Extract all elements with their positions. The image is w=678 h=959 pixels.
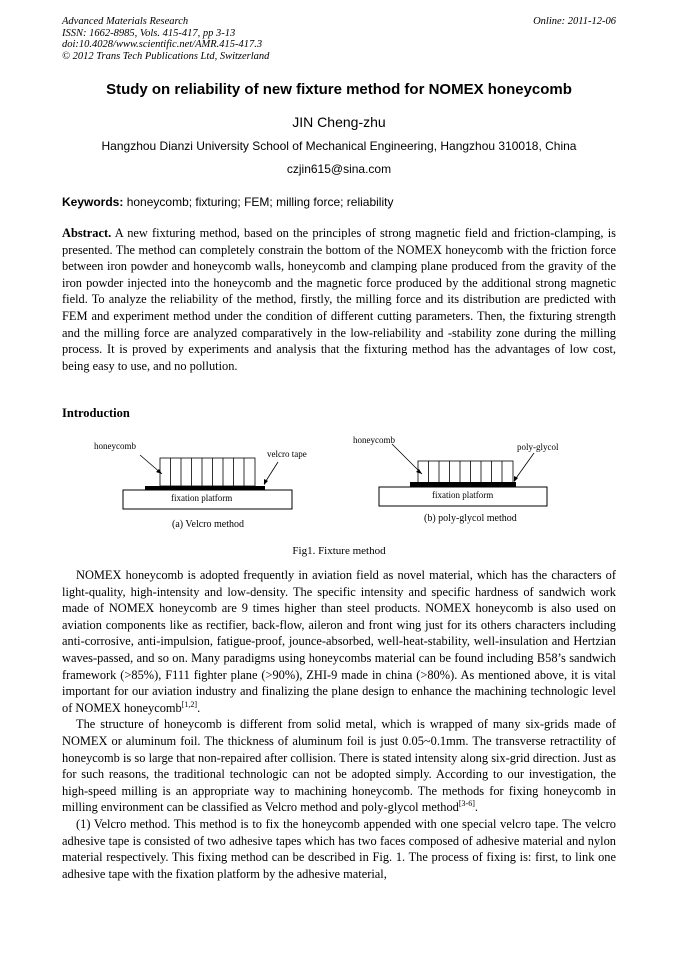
paragraph-1-text: NOMEX honeycomb is adopted frequently in aviation field as novel material, which has the characters of light-quality, high-intensity and low-density. The specific intensity and specific hardness of sandwich work made of NOMEX honeycomb are 9 times higher than steel products. NOMEX honeycomb is also used on aviation components like as rectifier, back-flow, aileron and front wing just for its others characters including anti-corrosive, anti-impulsion, fatigue-proof, jounce-absorbed, well-heat-stability, well-insulation and Hertzian waves-passed, and so on. Many paradigms using honeycombs material can be found including B58’s sandwich framework (>85%), F111 fighter plane (>90%), ZHI-9 made in china (>80%). As mentioned above, it is vital important for our aviation industry and finalizing the plane design to enhance the machining technologic level of NOMEX honeycomb: [62, 568, 616, 715]
fig-a-velcro-tape-label: velcro tape: [267, 449, 307, 459]
abstract-label: Abstract.: [62, 226, 112, 240]
journal-meta: [62, 16, 269, 62]
glycol-honeycomb-arrowhead: [416, 469, 422, 474]
keywords: [62, 195, 616, 209]
paragraph-2: [62, 716, 616, 816]
fig-b-polyglycol-label: poly-glycol: [517, 442, 559, 452]
keywords-label: Keywords:: [62, 195, 124, 209]
fig-b-subcaption: (b) poly-glycol method: [424, 513, 517, 524]
fig-b-honeycomb-label: honeycomb: [353, 435, 395, 445]
paragraph-3: (1) Velcro method. This method is to fix the honeycomb appended with one special velcro tape. The velcro adhesive tape is consisted of two adhesive tapes which has two faces composed of adhesive material and nylon material respectively. This fixing method can be described in Fig. 1. The process of fixing is: first, to link one adhesive tape with the fixation platform by the adhesive material,: [62, 816, 616, 881]
paragraph-2-end: .: [474, 800, 478, 815]
online-date: Online: 2011-12-06: [533, 16, 616, 27]
doi-line[interactable]: doi:10.4028/www.scientific.net/AMR.415-417.3: [62, 39, 263, 50]
section-heading-introduction: Introduction: [62, 406, 130, 420]
velcro-tape-rect: [145, 486, 265, 490]
paragraph-2-text: The structure of honeycomb is different from solid metal, which is wrapped of many six-grids made of NOMEX or aluminum foil. The thickness of aluminum foil is just 0.05~0.1mm. The transverse retractility of honeycomb is so large that non-repaired after collision. There is stated intensity along six-grid direction. Just as for such reasons, the traditional technologic can not be adopted simply. According to our investigation, the high-speed milling is an appropriate way to machining honeycomb. The methods for fixing honeycomb in milling environment can be classified as Velcro method and poly-glycol method: [62, 717, 616, 815]
fig-a-subcaption: (a) Velcro method: [172, 519, 245, 530]
copyright-line: © 2012 Trans Tech Publications Ltd, Switzerland: [62, 50, 270, 62]
figure-caption: Fig1. Fixture method: [292, 545, 386, 557]
paragraph-1: [62, 567, 616, 716]
glycol-honeycomb-leader: [392, 444, 422, 474]
velcro-honeycomb-cells: [160, 458, 255, 486]
glycol-layer-rect: [410, 482, 516, 487]
journal-name: Advanced Materials Research: [62, 16, 189, 27]
abstract: [62, 225, 616, 374]
paragraph-1-end: .: [197, 700, 201, 715]
abstract-text: A new fixturing method, based on the principles of strong magnetic field and friction-clamping, is presented. The method can completely constrain the bottom of the NOMEX honeycomb with the friction force between iron powder and honeycomb walls, honeycomb and clamping plane produced from the gravity of the iron powder injected into the honeycomb and the magnetic force produced by the additional strong magnetic field. To analyze the reliability of the method, firstly, the milling force and its distribution are predicted with FEM and experiment method under the condition of different cutting parameters. Then, the fixturing strength and the milling force are analyzed comparatively in the low-reliability and -stability zone during the milling process. It is proved by experiments and analysis that the fixturing method has the advantages of low cost, being easy to use, and no pollution.: [62, 226, 616, 373]
citation-1-2[interactable]: [1,2]: [181, 699, 198, 709]
fig-b-platform-label: fixation platform: [432, 490, 494, 500]
fig-a-platform-label: fixation platform: [171, 493, 233, 503]
keywords-text: honeycomb; fixturing; FEM; milling force; reliability: [126, 195, 394, 209]
affiliation: Hangzhou Dianzi University School of Mechanical Engineering, Hangzhou 310018, China: [101, 139, 577, 153]
body-text: [62, 567, 616, 882]
author-email[interactable]: czjin615@sina.com: [286, 162, 392, 176]
citation-3-6[interactable]: [3-6]: [458, 799, 475, 809]
issn-line: ISSN: 1662-8985, Vols. 415-417, pp 3-13: [62, 27, 236, 39]
glycol-leader: [514, 453, 534, 481]
author-name: JIN Cheng-zhu: [292, 114, 386, 130]
paper-title: Study on reliability of new fixture method for NOMEX honeycomb: [106, 81, 572, 98]
fig-a-honeycomb-label: honeycomb: [94, 441, 136, 451]
velcro-tape-arrowhead: [264, 479, 268, 485]
